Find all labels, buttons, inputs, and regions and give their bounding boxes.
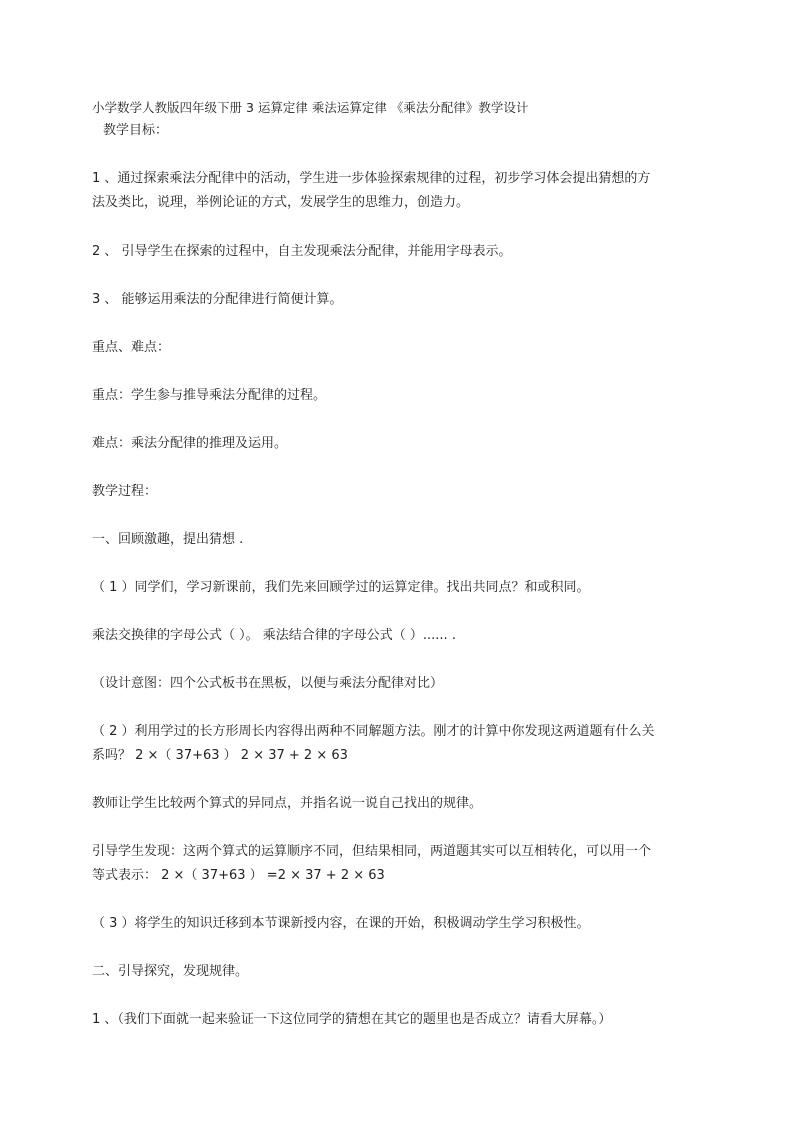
teacher-compare: 教师让学生比较两个算式的异同点，并指名说一说自己找出的规律。: [92, 796, 483, 811]
item-1: 1 、（我们下面就一起来验证一下这位同学的猜想在其它的题里也是否成立？请看大屏幕。）: [92, 1012, 612, 1027]
document-title: 小学数学人教版四年级下册 3 运算定律 乘法运算定律 《乘法分配律》教学设计: [92, 100, 529, 115]
difficult-point: 难点：乘法分配律的推理及运用。: [92, 436, 288, 451]
section-2-heading: 二、引导探究，发现规律。: [92, 964, 249, 979]
key-difficult-heading: 重点、难点：: [92, 340, 171, 355]
goal-1-line-2: 法及类比，说理，举例论证的方式，发展学生的思维力，创造力。: [92, 195, 470, 210]
step-2-line-2: 系吗？ 2 ×（ 37+63 ） 2 × 37 + 2 × 63: [92, 748, 348, 763]
goal-1-line-1: 1 、通过探索乘法分配律中的活动，学生进一步体验探索规律的过程，初步学习体会提出猜想的方: [92, 171, 651, 186]
formula-line: 乘法交换律的字母公式（ ）。 乘法结合律的字母公式（ ）...... .: [92, 628, 456, 643]
step-1: （ 1 ）同学们，学习新课前，我们先来回顾学过的运算定律。找出共同点？和或积同。: [92, 580, 590, 595]
step-2-line-1: （ 2 ）利用学过的长方形周长内容得出两种不同解题方法。刚才的计算中你发现这两道题有什么关: [92, 724, 655, 739]
step-3: （ 3 ）将学生的知识迁移到本节课新授内容，在课的开始，积极调动学生学习积极性。: [92, 916, 590, 931]
design-intent: （设计意图：四个公式板书在黑板，以便与乘法分配律对比）: [92, 676, 444, 691]
guide-line-2: 等式表示： 2 ×（ 37+63 ） =2 × 37 + 2 × 63: [92, 868, 385, 883]
key-point: 重点：学生参与推导乘法分配律的过程。: [92, 388, 327, 403]
process-heading: 教学过程：: [92, 484, 158, 499]
guide-line-1: 引导学生发现：这两个算式的运算顺序不同，但结果相同，两道题其实可以互相转化，可以用一个: [92, 844, 652, 859]
section-1-heading: 一、回顾激趣，提出猜想 .: [92, 532, 244, 547]
goal-3: 3 、 能够运用乘法的分配律进行简便计算。: [92, 292, 343, 307]
goal-2: 2 、 引导学生在探索的过程中，自主发现乘法分配律，并能用字母表示。: [92, 244, 512, 259]
goals-heading: 教学目标：: [103, 123, 169, 138]
